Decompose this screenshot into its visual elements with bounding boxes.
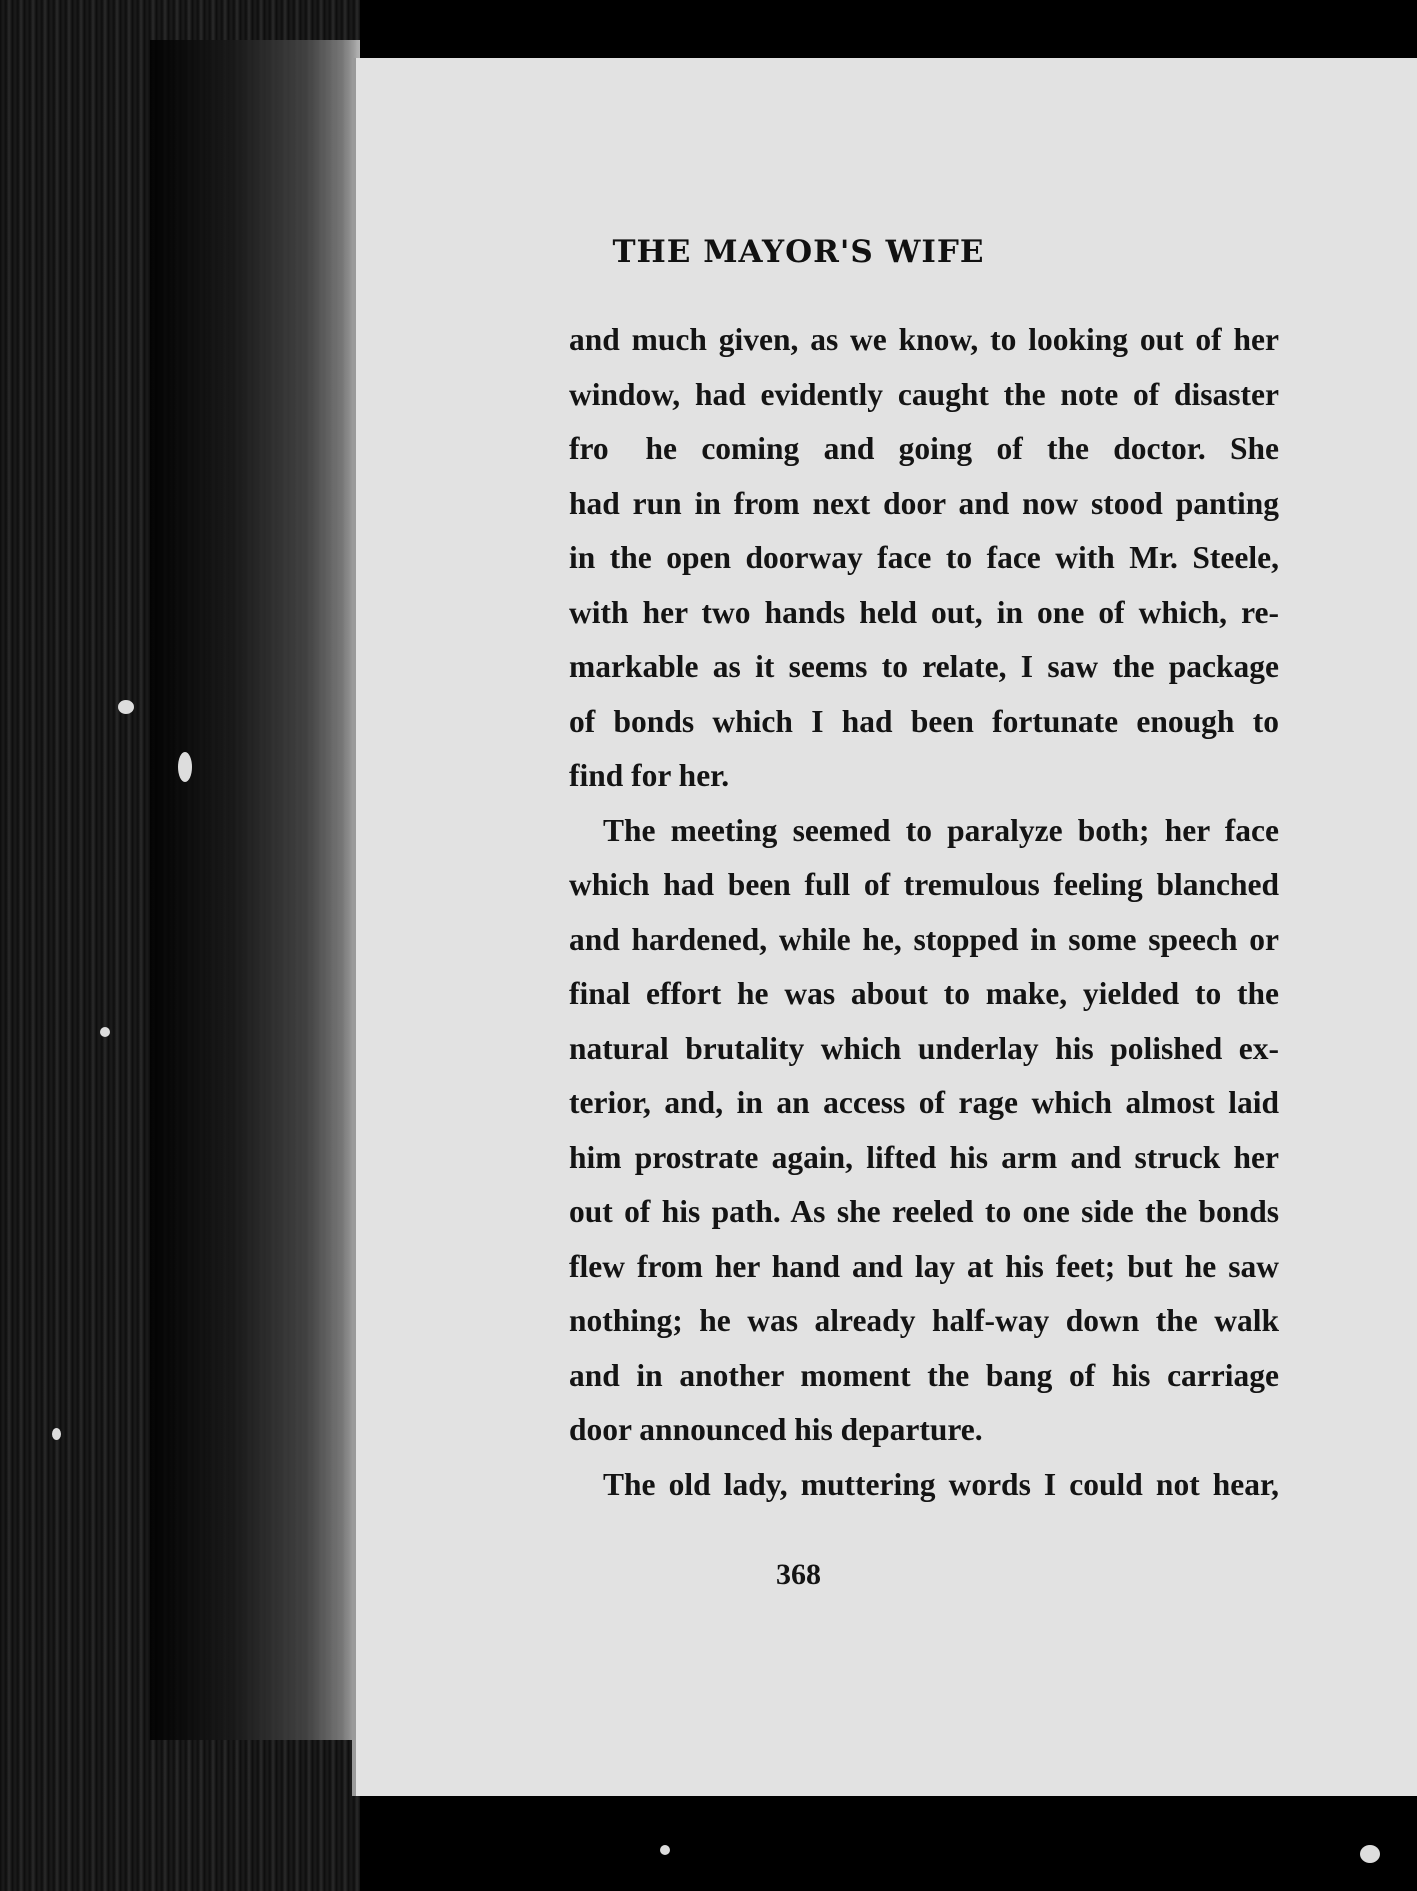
page-number: 368 bbox=[776, 1558, 821, 1591]
running-head: THE MAYOR'S WIFE bbox=[612, 234, 985, 270]
text-line: and in another moment the bang of his carriage bbox=[569, 1357, 1279, 1393]
text-line: final effort he was about to make, yielded to the bbox=[569, 976, 1279, 1011]
book-edge bbox=[0, 0, 360, 1891]
text-line: markable as it seems to relate, I saw the package bbox=[569, 649, 1279, 684]
text-line: nothing; he was already half-way down the walk bbox=[569, 1303, 1279, 1338]
scan-speck bbox=[52, 1428, 61, 1440]
text-line: with her two hands held out, in one of which, re- bbox=[569, 594, 1279, 630]
text-line: terior, and, in an access of rage which almost laid bbox=[569, 1085, 1279, 1120]
text-line: window, had evidently caught the note of disaster bbox=[569, 376, 1279, 412]
scan-speck bbox=[1360, 1845, 1380, 1863]
scan-speck bbox=[118, 700, 134, 714]
text-line: The meeting seemed to paralyze both; her face bbox=[603, 812, 1279, 848]
text-line: out of his path. As she reeled to one side the bonds bbox=[569, 1194, 1279, 1229]
text-line: which had been full of tremulous feeling blanched bbox=[569, 867, 1279, 902]
book-page bbox=[352, 58, 1417, 1796]
text-line: find for her. bbox=[569, 758, 730, 793]
text-line: The old lady, muttering words I could not hear, bbox=[603, 1466, 1279, 1502]
text-line: of bonds which I had been fortunate enough to bbox=[569, 703, 1279, 739]
text-line: natural brutality which underlay his polished ex- bbox=[569, 1030, 1279, 1066]
text-line: had run in from next door and now stood panting bbox=[569, 485, 1279, 521]
text-line: fro he coming and going of the doctor. She bbox=[569, 431, 1279, 466]
body-text bbox=[569, 313, 1279, 1512]
scan-speck bbox=[178, 752, 192, 782]
text-line: flew from her hand and lay at his feet; but he saw bbox=[569, 1248, 1279, 1284]
scan-speck bbox=[660, 1845, 670, 1855]
page-edge-shadow bbox=[150, 40, 360, 1740]
text-line: door announced his departure. bbox=[569, 1412, 983, 1447]
text-line: and much given, as we know, to looking out of her bbox=[569, 322, 1279, 357]
text-line: him prostrate again, lifted his arm and struck her bbox=[569, 1139, 1279, 1175]
text-line: in the open doorway face to face with Mr. Steele, bbox=[569, 540, 1279, 575]
text-line: and hardened, while he, stopped in some speech or bbox=[569, 921, 1279, 957]
scan-speck bbox=[100, 1027, 110, 1037]
